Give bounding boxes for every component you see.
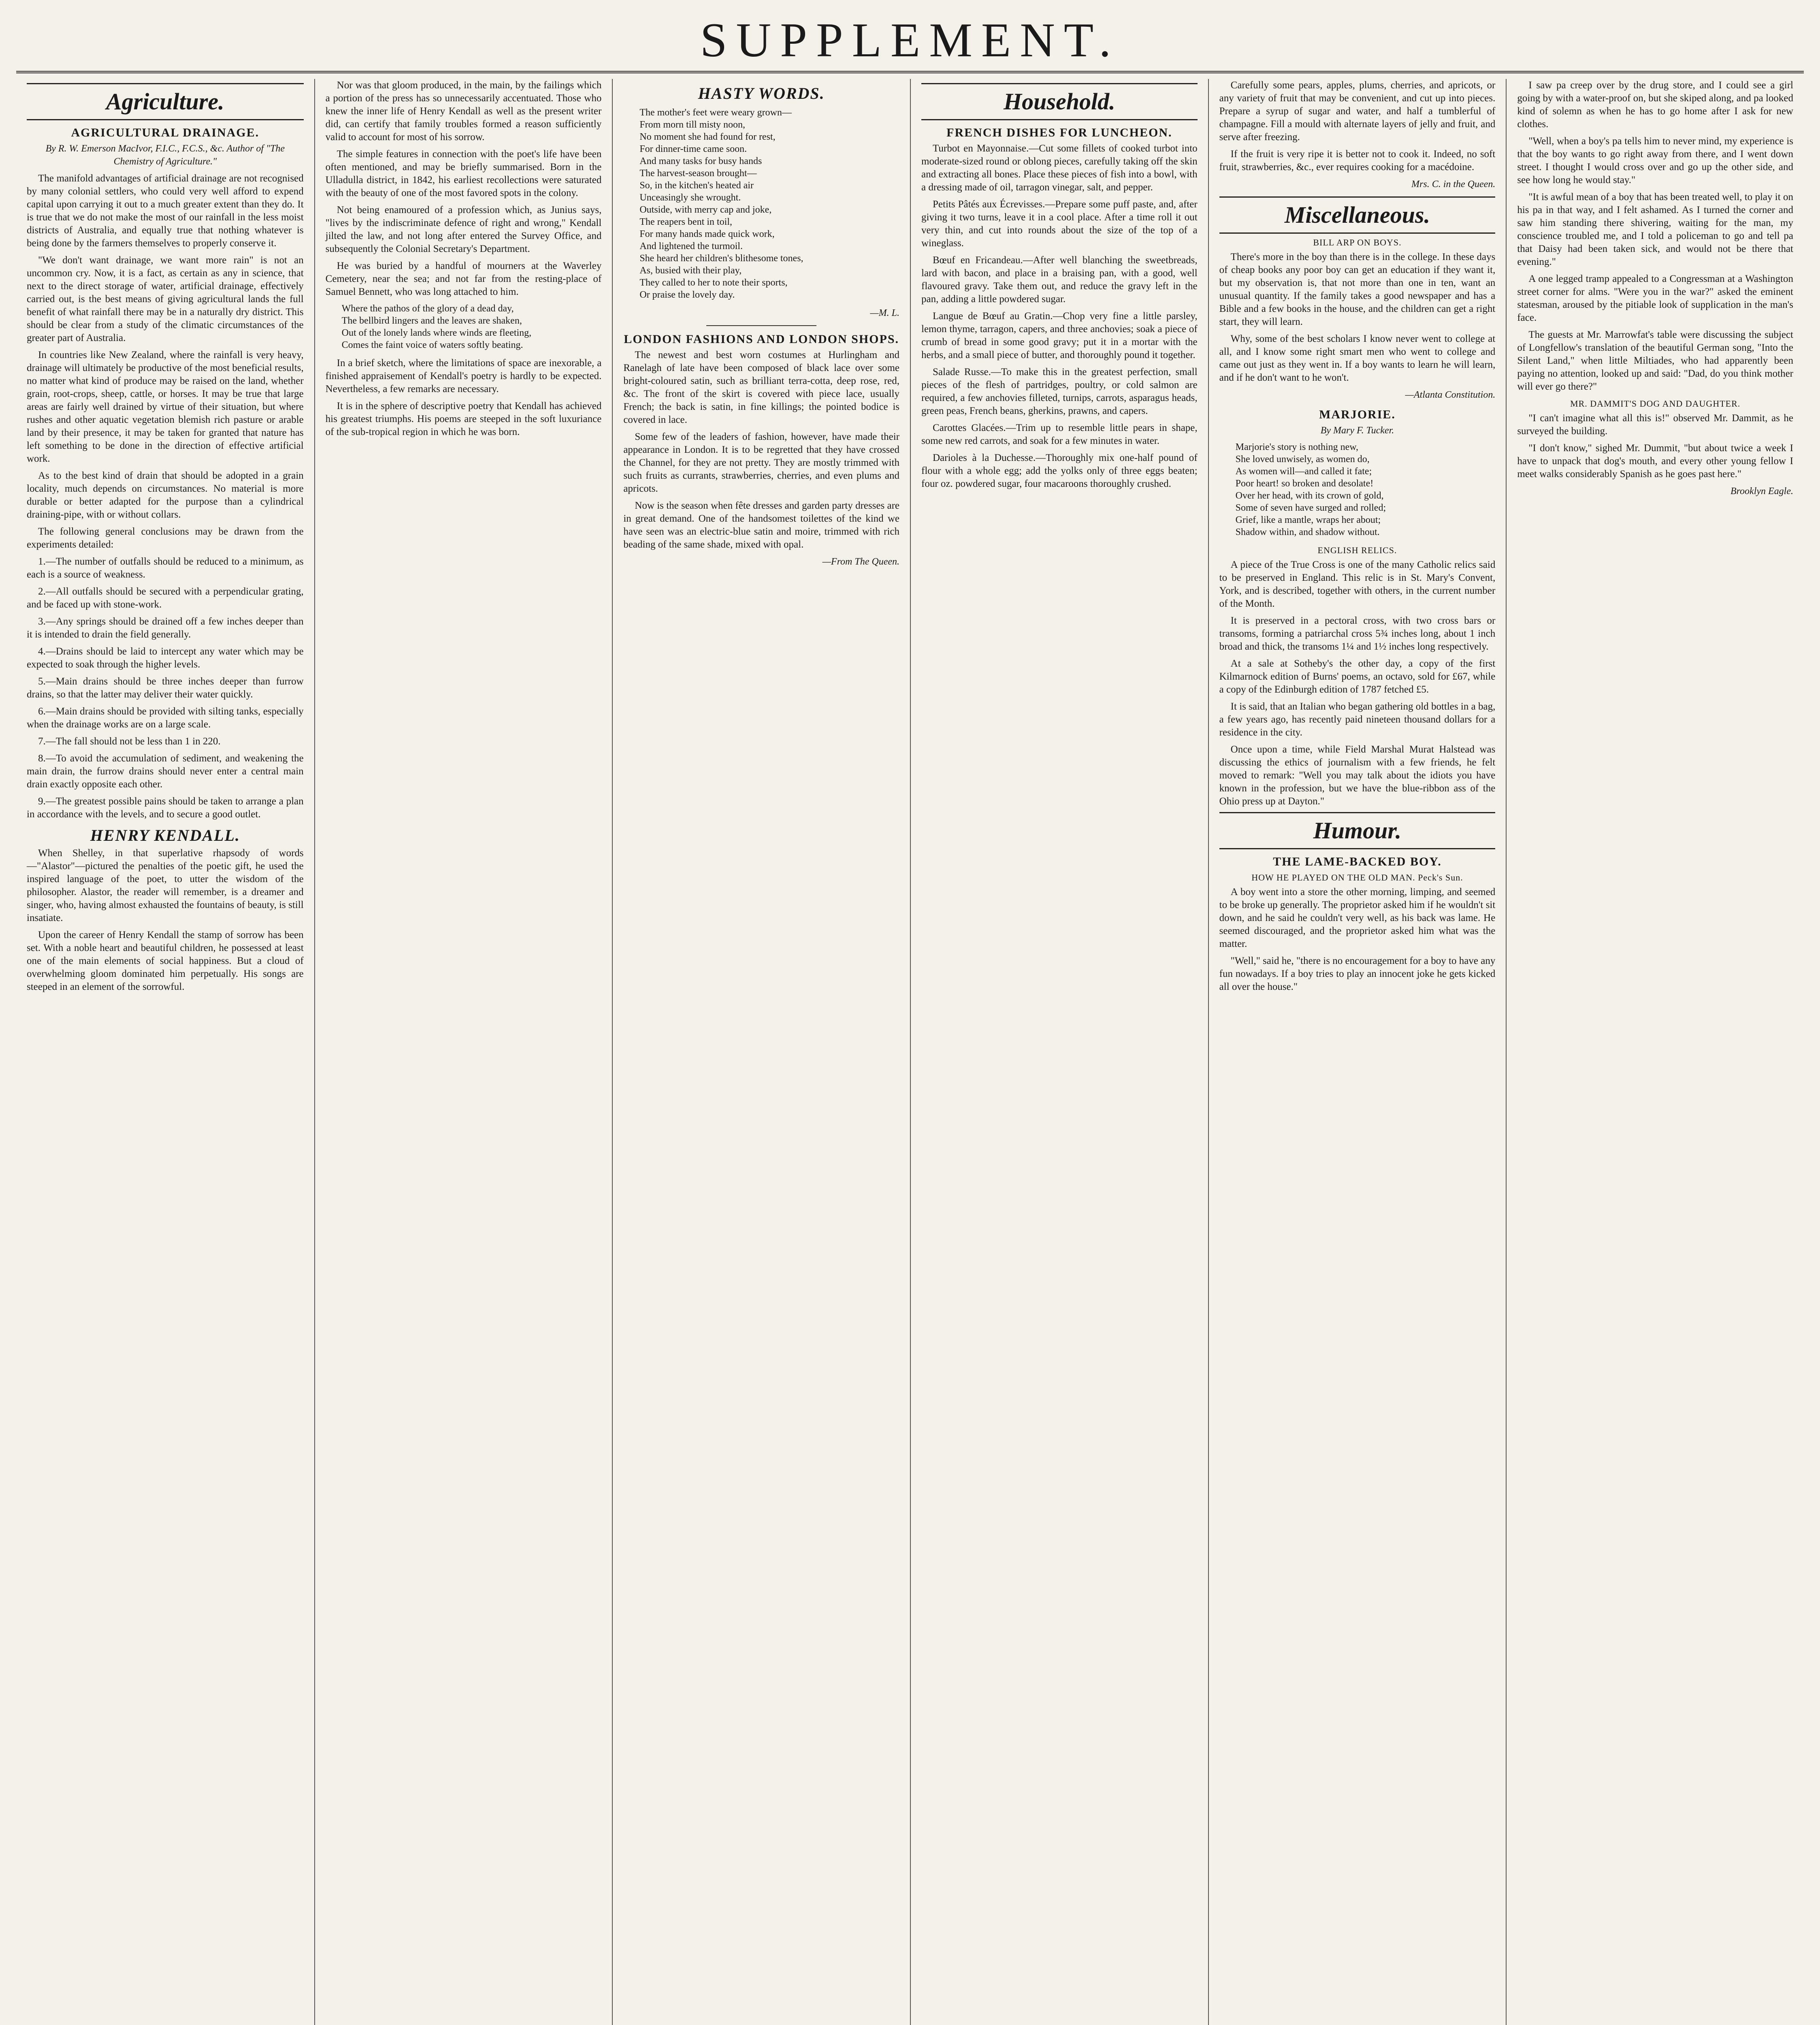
poem-line: Outside, with merry cap and joke,	[639, 205, 772, 215]
section-header-agriculture: Agriculture.	[27, 83, 304, 120]
poem-line: Shadow within, and shadow without.	[1235, 527, 1380, 537]
article-title-fashions: LONDON FASHIONS AND LONDON SHOPS.	[624, 333, 899, 346]
poem-line: Marjorie's story is nothing new,	[1235, 442, 1359, 452]
list-item: 1.—The number of outfalls should be reduced to a minimum, as each is a source of weakness.	[27, 556, 304, 580]
poem-line: Out of the lonely lands where winds are fleeting,	[341, 328, 532, 338]
poem-line: Some of seven have surged and rolled;	[1235, 503, 1386, 513]
poem-line: For dinner-time came soon.	[639, 144, 747, 154]
section-header-household: Household.	[921, 83, 1198, 120]
paragraph: There's more in the boy than there is in the college. In these days of cheap books any poor boy can get an education if they want it, but my observation is, that not more than one in ten, want an unusual quantity. If the family takes a good newspaper and has a Bible and a few books in the house, and the children can get a right start, they will learn.	[1219, 252, 1496, 327]
paragraph: Some few of the leaders of fashion, however, have made their appearance in London. It is to be regretted that they have crossed the Channel, for they are not pretty. They are mostly trimmed with such fruits as currants, strawberries, cherries, and even plums and apricots.	[623, 431, 899, 494]
list-item: 4.—Drains should be laid to intercept any water which may be expected to soak through the higher levels.	[27, 646, 304, 670]
article-title-kendall: HENRY KENDALL.	[90, 826, 240, 844]
column-3	[612, 79, 910, 2025]
poem-marjorie	[1219, 441, 1496, 538]
paragraph: Carottes Glacées.—Trim up to resemble little pears in shape, some new red carrots, and soak for a few minutes in water.	[921, 422, 1198, 446]
paragraph: In countries like New Zealand, where the rainfall is very heavy, drainage will ultimately be productive of the most beneficial results, no matter what kind of produce may be raised on the land, whether grain, root-crops, sheep, cattle, or horses. It may be true that large areas are fairly well drained by virtue of their situation, but where rushes and other aquatic vegetation blemish rich pasture or arable land by their presence, it may be taken for granted that nature has left something to be done in the direction of effective artificial work.	[27, 350, 304, 464]
poem-excerpt	[326, 303, 602, 351]
list-item: 9.—The greatest possible pains should be taken to arrange a plan in accordance with the levels, and to secure a good outlet.	[27, 796, 304, 820]
paragraph: Nor was that gloom produced, in the main, by the failings which a portion of the press has so unnecessarily accentuated. Those who knew the inner life of Henry Kendall as well as the present writer did, can certify that family troubles formed a reason sufficiently valid to account for most of his sorrow.	[325, 80, 602, 143]
poem-line: Over her head, with its crown of gold,	[1235, 490, 1384, 501]
poem-line: Where the pathos of the glory of a dead day,	[341, 303, 514, 314]
credit-hasty-words: —M. L.	[870, 308, 899, 318]
paragraph: At a sale at Sotheby's the other day, a copy of the first Kilmarnock edition of Burns' poems, an octavo, sold for £67, while a copy of the Edinburgh edition of 1787 fetched £5.	[1219, 658, 1496, 695]
paragraph: In a brief sketch, where the limitations of space are inexorable, a finished appraisement of Kendall's poetry is hardly to be expected. Nevertheless, a few remarks are necessary.	[325, 358, 602, 394]
paragraph: Darioles à la Duchesse.—Thoroughly mix one-half pound of flour with a whole egg; add the yolks only of three eggs beaten; four oz. powdered sugar, four macaroons thoroughly crushed.	[921, 452, 1198, 489]
paragraph: Salade Russe.—To make this in the greatest perfection, small pieces of the flesh of partridges, poultry, or cold salmon are required, a few anchovies filleted, turnips, carrots, asparagus heads, green peas, French beans, gherkins, prawns, and capers.	[921, 367, 1198, 416]
paragraph: Bœuf en Fricandeau.—After well blanching the sweetbreads, lard with bacon, and place in a braising pan, with a good, well flavoured gravy. Take them out, and reduce the gravy left in the pan, adding a little powdered sugar.	[921, 255, 1198, 305]
paragraph: Turbot en Mayonnaise.—Cut some fillets of cooked turbot into moderate-sized round or oblong pieces, carefully taking off the skin and extracting all bones. Place these pieces of fish into a bowl, with a dressing made of oil, tarragon vinegar, salt, and pepper.	[921, 143, 1198, 193]
paragraph: As to the best kind of drain that should be adopted in a grain locality, much depends on circumstances. No material is more durable or better adapted for the purpose than a cylindrical draining-pipe, with or without collars.	[27, 470, 304, 520]
poem-line: So, in the kitchen's heated air	[639, 180, 754, 191]
paragraph: If the fruit is very ripe it is better not to cook it. Indeed, no soft fruit, strawberries, &c., ever requires cooking for a macédoine.	[1219, 149, 1496, 173]
credit-brooklyn-eagle: Brooklyn Eagle.	[1730, 486, 1793, 497]
paragraph: When Shelley, in that superlative rhapsody of words—"Alastor"—pictured the penalties of the poetic gift, he used the inspired language of the poet, to utter the wisdom of the philosopher. Alastor, the reader will remember, is a dreamer and singer, who, having almost exhausted the fountains of beauty, is still insatiate.	[27, 848, 304, 923]
paragraph: A boy went into a store the other morning, limping, and seemed to be broke up generally. The proprietor asked him if he wouldn't sit down, and he said he couldn't very well, as his back was lame. He seemed discouraged, and the proprietor asked him what was the matter.	[1219, 887, 1496, 949]
masthead-title: SUPPLEMENT.	[700, 13, 1120, 67]
paragraph: Why, some of the best scholars I know never went to college at all, and I know some right smart men who went to college and came out just as they went in. If a boy wants to learn he will learn, and if he don't want to he won't.	[1219, 333, 1496, 383]
poem-line: She heard her children's blithesome tones,	[639, 253, 803, 264]
subheading-bill-arp: BILL ARP ON BOYS.	[1313, 237, 1402, 247]
paragraph: Carefully some pears, apples, plums, cherries, and apricots, or any variety of fruit that may be convenient, and cut up into pieces. Prepare a syrup of sugar and water, and half a tumblerful of champagne. Fill a mould with alternate layers of jelly and fruit, and serve after freezing.	[1219, 80, 1496, 143]
column-1	[16, 79, 314, 2025]
paragraph: "Well," said he, "there is no encouragement for a boy to have any fun nowadays. If a boy tries to play an innocent joke he gets kicked all over the house."	[1219, 955, 1496, 992]
poem-line: From morn till misty noon,	[639, 119, 746, 130]
poem-line: Grief, like a mantle, wraps her about;	[1235, 515, 1381, 525]
poem-line: And many tasks for busy hands	[639, 156, 762, 166]
poem-line: Unceasingly she wrought.	[639, 192, 741, 203]
byline-marjorie: By Mary F. Tucker.	[1320, 425, 1394, 436]
subheading-dammit: MR. DAMMIT'S DOG AND DAUGHTER.	[1570, 399, 1741, 409]
paragraph: Not being enamoured of a profession which, as Junius says, "lives by the indiscriminate defence of right and wrong," Kendall jilted the law, and not long after entered the Survey Office, and subsequently the Colonial Secretary's Department.	[325, 205, 602, 254]
top-rule	[16, 71, 1804, 73]
paragraph: "Well, when a boy's pa tells him to never mind, my experience is that the boy wants to go right away from there, and I went down street. I thought I would cross over and go up the other side, and see how long he would stay."	[1517, 136, 1793, 185]
section-header-humour: Humour.	[1219, 812, 1496, 849]
paragraph: The following general conclusions may be drawn from the experiments detailed:	[27, 526, 304, 550]
subheading-english-relics: ENGLISH RELICS.	[1317, 545, 1397, 555]
list-item: 2.—All outfalls should be secured with a perpendicular grating, and be faced up with stone-work.	[27, 586, 304, 610]
paragraph: It is said, that an Italian who began gathering old bottles in a bag, a few years ago, has recently paid nineteen thousand dollars for a residence in the city.	[1219, 701, 1496, 738]
poem-line: Or praise the lovely day.	[639, 290, 735, 300]
byline-drainage: By R. W. Emerson MacIvor, F.I.C., F.C.S., &c. Author of "The Chemistry of Agriculture."	[45, 143, 285, 167]
paragraph: Langue de Bœuf au Gratin.—Chop very fine a little parsley, lemon thyme, tarragon, capers, and three anchovies; soak a piece of crumb of bread in some good gravy; put it in a mortar with the herbs, and a small piece of butter, and thoroughly pound it together.	[921, 311, 1198, 360]
poem-line: Poor heart! so broken and desolate!	[1235, 478, 1374, 489]
paragraph: Once upon a time, while Field Marshal Murat Halstead was discussing the ethics of journalism with a few friends, he felt moved to remark: "Well you may talk about the idiots you have known in the profession, but we have the blue-ribbon ass of the Ohio press up at Dayton."	[1219, 744, 1496, 807]
separator	[706, 325, 817, 326]
paragraph: A one legged tramp appealed to a Congressman at a Washington street corner for alms. "Were you in the war?" asked the eminent statesman, aroused by the pitiable look of supplication in the man's face.	[1517, 273, 1793, 323]
poem-line: For many hands made quick work,	[639, 229, 775, 239]
paragraph: "It is awful mean of a boy that has been treated well, to play it on his pa in that way, and I felt ashamed. As I turned the corner and saw him standing there shivering, waiting for the man, my conscience troubled me, and I told a policeman to go and tell pa that Daisy had been taken sick, and would not be there that evening."	[1517, 192, 1793, 267]
article-title-french-dishes: FRENCH DISHES FOR LUNCHEON.	[946, 126, 1172, 139]
poem-line: The harvest-season brought—	[639, 168, 757, 179]
columns	[16, 79, 1804, 2025]
paragraph: The newest and best worn costumes at Hurlingham and Ranelagh of late have been composed of black lace over some bright-coloured satin, such as brilliant terra-cotta, deep rose, red, &c. The front of the skirt is covered with piece lace, usually French; the back is satin, in fine killings; the pointed bodice is covered in lace.	[623, 350, 899, 425]
credit-fruit: Mrs. C. in the Queen.	[1411, 179, 1496, 190]
paragraph: It is preserved in a pectoral cross, with two cross bars or transoms, forming a patriarchal cross 5¾ inches long, about 1 inch broad and thick, the transoms 1¼ and 1½ inches long respectively.	[1219, 615, 1496, 652]
list-item: 5.—Main drains should be three inches deeper than furrow drains, so that the latter may deliver their water quickly.	[27, 676, 304, 700]
paragraph: The guests at Mr. Marrowfat's table were discussing the subject of Longfellow's translation of the beautiful German song, "Into the Silent Land," when little Miltiades, who had apparently been paying no attention, looked up and said: "Dad, do you think mother will ever go there?"	[1517, 329, 1793, 392]
paragraph: "I don't know," sighed Mr. Dummit, "but about twice a week I have to unpack that dog's mouth, and every other young fellow I meet walks considerably Spanish as he goes past here."	[1517, 443, 1793, 480]
list-item: 7.—The fall should not be less than 1 in 220.	[38, 736, 221, 747]
paragraph: Upon the career of Henry Kendall the stamp of sorrow has been set. With a noble heart and beautiful children, he possessed at least one of the main elements of social happiness. But a cloud of overwhelming gloom dominated him perpetually. His songs are steeped in an element of the sorrowful.	[27, 929, 304, 992]
paragraph: "I can't imagine what all this is!" observed Mr. Dammit, as he surveyed the building.	[1517, 413, 1793, 437]
column-4	[910, 79, 1208, 2025]
subheading-lame-backed-boy: HOW HE PLAYED ON THE OLD MAN. Peck's Sun.	[1251, 872, 1463, 882]
poem-line: The reapers bent in toil,	[639, 217, 732, 227]
column-2	[314, 79, 612, 2025]
article-title-marjorie: MARJORIE.	[1319, 408, 1396, 421]
poem-line: The bellbird lingers and the leaves are shaken,	[341, 315, 522, 326]
paragraph: "We don't want drainage, we want more rain" is not an uncommon cry. Now, it is a fact, as certain as any in science, that next to the direct storage of water, artificial drainage, effectively carried out, is the best means of giving agricultural lands the full benefit of what rainfall there may be in a naturally dry district. This should be clear from a study of the climatic circumstances of the greater part of Australia.	[27, 255, 304, 343]
paragraph: Now is the season when fête dresses and garden party dresses are in great demand. One of the handsomest toilettes of the kind we have seen was an electric-blue satin and moire, trimmed with rich beading of the same shade, mixed with opal.	[623, 500, 899, 550]
article-title-lame-backed-boy: THE LAME-BACKED BOY.	[1273, 855, 1442, 868]
poem-line: And lightened the turmoil.	[639, 241, 743, 252]
article-title-hasty-words: HASTY WORDS.	[698, 84, 825, 102]
credit-fashions: —From The Queen.	[822, 556, 899, 567]
poem-line: They called to her to note their sports,	[639, 277, 788, 288]
poem-line: No moment she had found for rest,	[639, 132, 776, 142]
list-item: 8.—To avoid the accumulation of sediment, and weakening the main drain, the furrow drains should never enter a central main drain exactly opposite each other.	[27, 753, 304, 790]
list-item: 6.—Main drains should be provided with silting tanks, especially when the drainage works are on a large scale.	[27, 706, 304, 730]
column-5	[1208, 79, 1506, 2025]
poem-line: The mother's feet were weary grown—	[639, 107, 792, 118]
paragraph: The manifold advantages of artificial drainage are not recognised by many colonial settlers, who could very well afford to expend capital upon carrying it out to a much greater extent than they do. It is true that we do not make the most of our rainfall in the less moist districts of Australia, and equally true that nothing whatever is being done by the farmers themselves to properly conserve it.	[27, 173, 304, 249]
paragraph: I saw pa creep over by the drug store, and I could see a girl going by with a water-proof on, but she skiped along, and pa looked kind of solemn as when he has to go home after I ask for new clothes.	[1517, 80, 1793, 130]
article-title-drainage: AGRICULTURAL DRAINAGE.	[71, 126, 260, 139]
poem-line: Comes the faint voice of waters softly beating.	[341, 340, 523, 350]
poem-line: As, busied with their play,	[639, 265, 742, 276]
section-header-miscellaneous: Miscellaneous.	[1219, 196, 1496, 234]
paragraph: The simple features in connection with the poet's life have been often mentioned, and may be briefly summarised. Born in the Ulladulla district, in 1842, his earliest recollections were saturated with the beauty of one of the most favored spots in the colony.	[325, 149, 602, 198]
paragraph: He was buried by a handful of mourners at the Waverley Cemetery, near the sea; and not far from the resting-place of Samuel Bennett, who was long attached to him.	[325, 260, 602, 297]
paragraph: Petits Pâtés aux Écrevisses.—Prepare some puff paste, and, after giving it two turns, leave it in a cool place. After a time roll it out very thin, and cut into rounds about the size of the top of a wineglass.	[921, 199, 1198, 249]
paragraph: A piece of the True Cross is one of the many Catholic relics said to be preserved in England. This relic is in St. Mary's Convent, York, and is described, together with others, in the current number of the Month.	[1219, 559, 1496, 609]
poem-line: She loved unwisely, as women do,	[1235, 454, 1370, 465]
poem-hasty-words	[623, 107, 899, 301]
masthead	[0, 0, 1820, 81]
list-item: 3.—Any springs should be drained off a few inches deeper than it is intended to drain the field generally.	[27, 616, 304, 640]
poem-line: As women will—and called it fate;	[1235, 466, 1372, 477]
paragraph: It is in the sphere of descriptive poetry that Kendall has achieved his greatest triumphs. His poems are steeped in the soft luxuriance of the sub-tropical region in which he was born.	[325, 401, 602, 437]
credit-misc: —Atlanta Constitution.	[1405, 390, 1496, 400]
column-6	[1506, 79, 1804, 2025]
